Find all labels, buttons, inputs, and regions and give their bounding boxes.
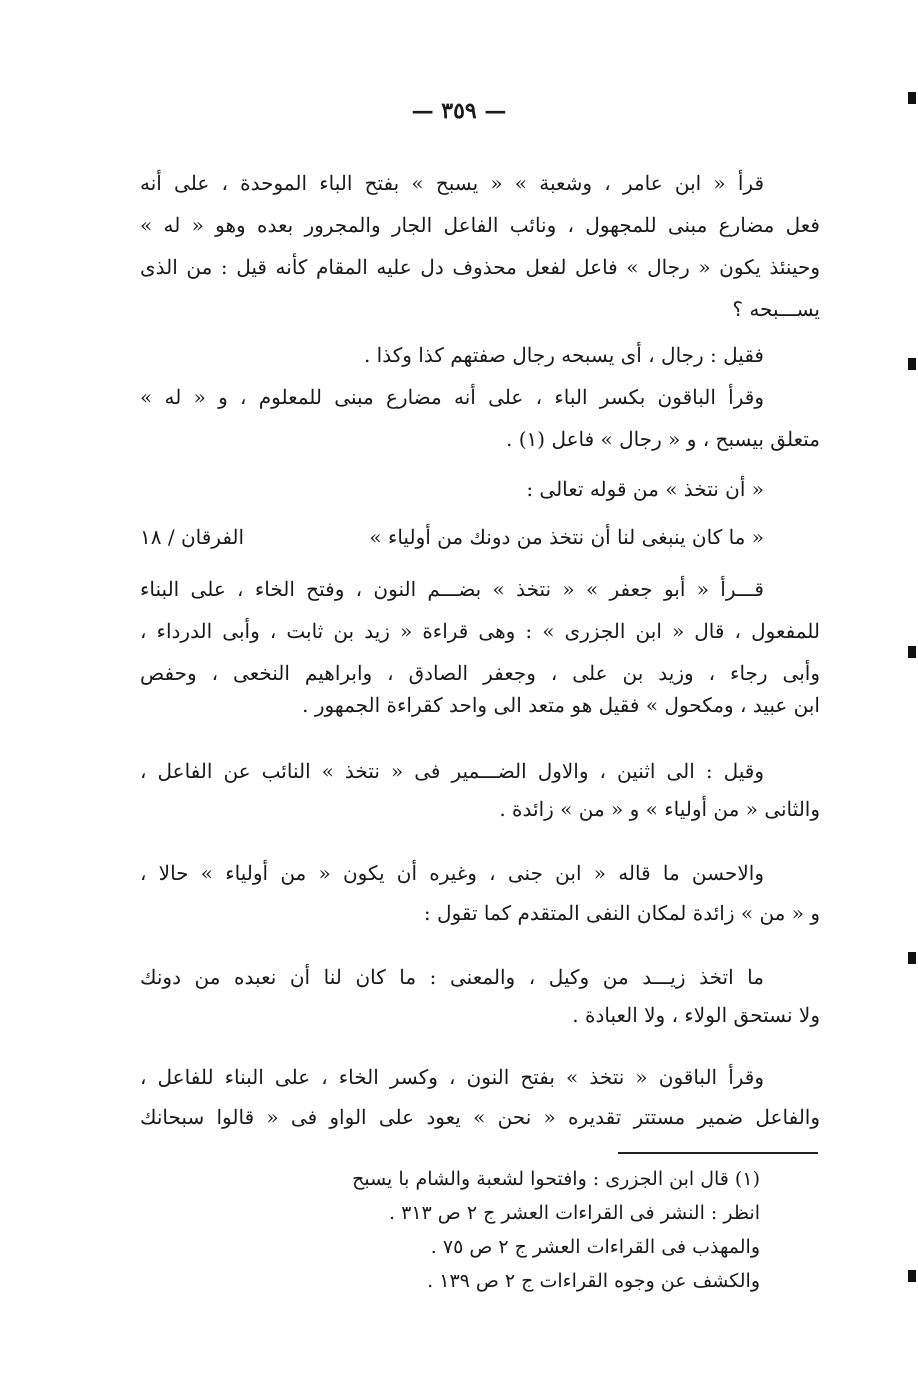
text-line: والفاعل ضمير مستتر تقديره « نحن » يعود على الواو فى « قالوا سبحانك [140, 1105, 820, 1129]
text-line: فقيل : رجال ، أى يسبحه رجال صفتهم كذا وكذا . [363, 343, 764, 367]
text-line: يســـبحه ؟ [732, 297, 820, 321]
text-line: والثانى « من أولياء » و « من » زائدة . [499, 797, 820, 821]
footnote-line: والكشف عن وجوه القراءات ج ٢ ص ١٣٩ . [427, 1270, 760, 1292]
text-line: ابن عبيد ، ومكحول » فقيل هو متعد الى واحد كقراءة الجمهور . [302, 693, 820, 717]
text-line: وحينئذ يكون « رجال » فاعل لفعل محذوف دل عليه المقام كأنه قيل : من الذى [140, 255, 820, 279]
text-line: وقرأ الباقون « نتخذ » بفتح النون ، وكسر الخاء ، على البناء للفاعل ، [140, 1065, 764, 1089]
text-line: و « من » زائدة لمكان النفى المتقدم كما تقول : [423, 901, 820, 925]
text-line: للمفعول ، قال « ابن الجزرى » : وهى قراءة « زيد بن ثابت ، وأبى الدرداء ، [140, 619, 820, 643]
text-line: فعل مضارع مبنى للمجهول ، ونائب الفاعل الجار والمجرور بعده وهو « له » [140, 213, 820, 237]
footnote-line: (١) قال ابن الجزرى : وافتحوا لشعبة والشام با يسبح [352, 1168, 760, 1190]
text-line: ما اتخذ زيـــد من وكيل ، والمعنى : ما كان لنا أن نعبده من دونك [140, 965, 764, 989]
scan-mark [908, 952, 916, 964]
verse-text: « ما كان ينبغى لنا أن نتخذ من دونك من أولياء » [369, 525, 764, 549]
footnotes [240, 1164, 760, 1314]
scan-mark [908, 646, 916, 658]
scan-mark [908, 1270, 916, 1282]
text-line: « أن نتخذ » من قوله تعالى : [526, 477, 764, 501]
text-line: ولا نستحق الولاء ، ولا العبادة . [572, 1003, 820, 1027]
text-line: وقيل : الى اثنين ، والاول الضـــمير فى « نتخذ » النائب عن الفاعل ، [140, 759, 764, 783]
footnote-line: انظر : النشر فى القراءات العشر ج ٢ ص ٣١٣ . [389, 1202, 760, 1224]
page-number: — ٣٥٩ — [411, 98, 507, 124]
text-line: قـــرأ « أبو جعفر » « نتخذ » بضـــم النون ، وفتح الخاء ، على البناء [140, 577, 764, 601]
verse-reference: الفرقان / ١٨ [140, 525, 245, 549]
scan-mark [908, 358, 916, 370]
text-line: قرأ « ابن عامر ، وشعبة » « يسبح » بفتح الباء الموحدة ، على أنه [140, 171, 764, 195]
verse-line [140, 522, 820, 552]
text-line: وأبى رجاء ، وزيد بن على ، وجعفر الصادق ، وابراهيم النخعى ، وحفص [140, 661, 820, 685]
scan-mark [908, 92, 916, 104]
text-line: وقرأ الباقون بكسر الباء ، على أنه مضارع مبنى للمعلوم ، و « له » [140, 385, 764, 409]
text-line: والاحسن ما قاله « ابن جنى ، وغيره أن يكون « من أولياء » حالا ، [140, 861, 764, 885]
footnote-divider [618, 1152, 818, 1154]
text-line: متعلق بيسبح ، و « رجال » فاعل (١) . [506, 427, 820, 451]
footnote-line: والمهذب فى القراءات العشر ج ٢ ص ٧٥ . [430, 1236, 760, 1258]
